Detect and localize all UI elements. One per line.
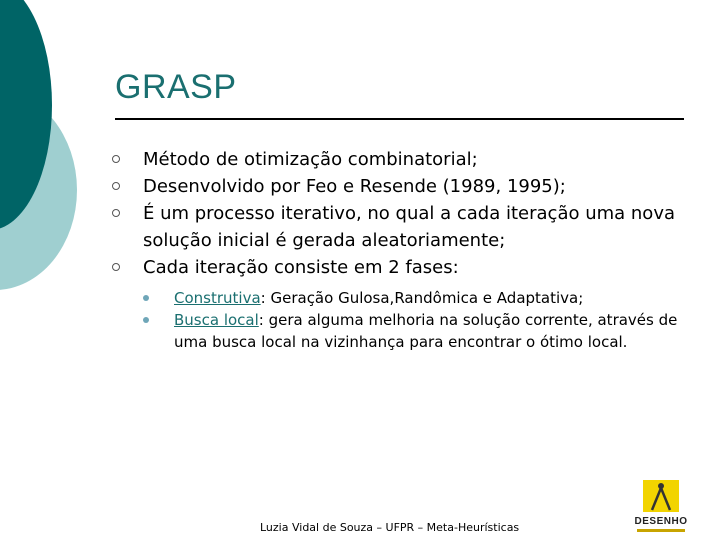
hollow-circle-bullet-icon — [112, 155, 120, 163]
logo-yellow-mark — [643, 480, 679, 512]
sub-bullet-item — [143, 309, 702, 353]
hollow-circle-bullet-icon — [112, 209, 120, 217]
slide-title: GRASP — [115, 68, 237, 106]
bullet-item — [112, 173, 702, 200]
bullet-text: É um processo iterativo, no qual a cada iteração uma nova solução inicial é gerada aleatoriamente; — [143, 203, 676, 251]
filled-circle-bullet-icon — [143, 295, 149, 301]
slide-footer: Luzia Vidal de Souza – UFPR – Meta-Heurísticas — [260, 521, 520, 534]
hollow-circle-bullet-icon — [112, 182, 120, 190]
hollow-circle-bullet-icon — [112, 263, 120, 271]
sub-bullet-item — [143, 287, 702, 309]
corner-decoration — [0, 0, 110, 300]
bullet-text: Método de otimização combinatorial; — [143, 149, 478, 170]
bullet-list — [112, 146, 702, 353]
logo-text: DESENHO — [634, 516, 688, 527]
bullet-item — [112, 146, 702, 173]
sub-bullet-text: : gera alguma melhoria na solução corrente, através de uma busca local na vizinhança para encontrar o ótimo local. — [174, 311, 678, 351]
sub-bullet-list — [143, 287, 702, 353]
logo-underline — [637, 529, 685, 532]
bullet-text: Desenvolvido por Feo e Resende (1989, 1995); — [143, 176, 566, 197]
desenho-logo — [633, 480, 689, 536]
term-link-construtiva[interactable]: Construtiva — [174, 289, 261, 307]
filled-circle-bullet-icon — [143, 317, 149, 323]
bullet-item — [112, 254, 702, 353]
sub-bullet-text: : Geração Gulosa,Randômica e Adaptativa; — [260, 289, 584, 307]
compass-icon — [643, 480, 679, 512]
bullet-item — [112, 200, 702, 254]
title-underline — [115, 118, 684, 120]
bullet-text: Cada iteração consiste em 2 fases: — [143, 257, 459, 278]
term-link-busca-local[interactable]: Busca local — [174, 311, 259, 329]
